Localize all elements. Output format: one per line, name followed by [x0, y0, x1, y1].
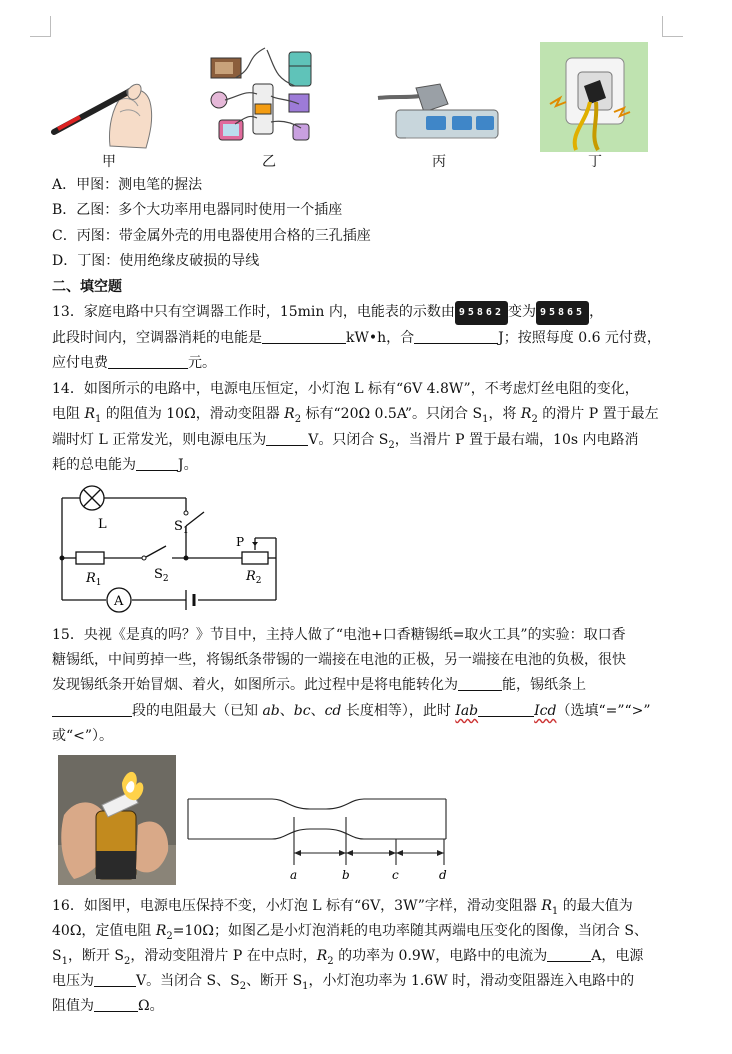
- option-d: D．丁图：使用绝缘皮破损的导线: [52, 253, 260, 269]
- subscript: 2: [239, 980, 247, 992]
- q14-line-2: [52, 403, 659, 431]
- q15-text: 长度相等），此时: [341, 703, 456, 719]
- subscript: 2: [166, 930, 173, 942]
- symbol-r: R: [155, 923, 167, 939]
- q16-text: 、断开 S: [246, 973, 303, 989]
- q14-text: 电阻: [52, 406, 85, 422]
- subscript: 1: [302, 980, 309, 992]
- q14-text: 的阻值为 10Ω，滑动变阻器: [101, 406, 285, 422]
- junction-node: [60, 556, 65, 561]
- meter-reading-before: 95862: [455, 301, 508, 325]
- segment-ab: ab: [262, 703, 280, 719]
- q15-line-3: [52, 674, 586, 696]
- subscript: 1: [95, 413, 102, 425]
- q14-text: 的滑片 P 置于最左: [537, 406, 659, 422]
- q13-text: 应付电费: [52, 355, 108, 371]
- switch-s2: [142, 546, 166, 560]
- foil-label-a: a: [290, 868, 298, 882]
- label-l: L: [98, 517, 107, 532]
- subscript: 2: [531, 413, 538, 425]
- foil-strip-diagram: [186, 795, 448, 885]
- q16-text: =10Ω；如图乙是小灯泡消耗的电功率随其两端电压变化的图像，当闭合 S、: [172, 923, 648, 939]
- q13-line-1: [52, 301, 603, 325]
- q13-text: 元。: [188, 355, 216, 371]
- current-iab: Iab: [455, 703, 479, 719]
- q13-text: 此段时间内，空调器消耗的电能是: [52, 330, 262, 346]
- q16-text: ，小灯泡功率为 1.6W 时，滑动变阻器连入电路中的: [308, 973, 635, 989]
- lamp-l: [80, 486, 104, 510]
- answer-blank[interactable]: [414, 328, 498, 344]
- segment-cd: cd: [324, 703, 342, 719]
- q14-line-1: 14．如图所示的电路中，电源电压恒定，小灯泡 L 标有“6V 4.8W”，不考虑灯丝电阻的变化，: [52, 381, 639, 397]
- meter-reading-after: 95865: [536, 301, 589, 325]
- slider-arrow: [252, 542, 258, 546]
- label-r1: $R_1$: [86, 571, 102, 588]
- answer-blank[interactable]: [262, 328, 346, 344]
- q16-text: 的最大值为: [558, 898, 633, 914]
- answer-blank[interactable]: [458, 675, 502, 691]
- damaged-wire-socket-illustration: [540, 42, 648, 152]
- q15-line-2: 糖锡纸，中间剪掉一些，将锡纸条带锡的一端接在电池的正极，另一端接在电池的负极，很快: [52, 652, 626, 668]
- q14-text: ，将: [488, 406, 521, 422]
- q16-text: S: [52, 948, 62, 964]
- q13-text: 13．家庭电路中只有空调器工作时，15min 内，电能表的示数由: [52, 304, 455, 320]
- q15-line-1: 15．央视《是真的吗？》节目中，主持人做了“电池+口香糖锡纸=取火工具”的实验：取口香: [52, 627, 626, 643]
- overloaded-socket-illustration: [205, 38, 315, 148]
- resistor-r1: [76, 552, 104, 564]
- q13-text: 变为: [507, 304, 536, 320]
- foil-label-b: b: [342, 868, 350, 882]
- q13-line-3: [52, 352, 216, 374]
- q16-line-1: [52, 895, 633, 923]
- answer-blank[interactable]: [108, 353, 188, 369]
- subscript: 2: [327, 955, 334, 967]
- section-title: 二、填空题: [52, 279, 122, 295]
- q16-text: Ω。: [138, 998, 164, 1014]
- q15-text: 段的电阻最大（已知: [132, 703, 263, 719]
- q16-text: 电压为: [52, 973, 94, 989]
- q16-text: 的功率为 0.9W，电路中的电流为: [333, 948, 548, 964]
- circuit-diagram: [48, 482, 288, 616]
- q13-text: J；按照每度 0.6 元付费，: [498, 330, 661, 346]
- q16-line-5: [52, 995, 164, 1017]
- q15-text: 发现锡纸条开始冒烟、着火，如图所示。此过程中是将电能转化为: [52, 677, 458, 693]
- subscript: 1: [61, 955, 68, 967]
- q13-text: ，: [589, 304, 604, 320]
- three-pin-plug-illustration: [376, 68, 500, 150]
- option-c: C．丙图：带金属外壳的用电器使用合格的三孔插座: [52, 228, 371, 244]
- margin-mark-right: [662, 16, 683, 37]
- q15-line-5: 或“<”）。: [52, 728, 114, 744]
- foil-label-d: d: [439, 868, 447, 882]
- q16-text: 40Ω，定值电阻: [52, 923, 156, 939]
- q13-line-2: [52, 327, 661, 349]
- symbol-r: R: [284, 406, 295, 422]
- q14-text: ，当滑片 P 置于最右端，10s 内电路消: [394, 432, 639, 448]
- q16-text: ，断开 S: [67, 948, 125, 964]
- caption-ding: 丁: [588, 154, 602, 170]
- answer-blank[interactable]: [266, 430, 308, 446]
- subscript: 2: [124, 955, 131, 967]
- margin-mark-left: [30, 16, 51, 37]
- option-b: B．乙图：多个大功率用电器同时使用一个插座: [52, 202, 343, 218]
- answer-blank[interactable]: [478, 701, 534, 717]
- subscript: 1: [551, 905, 559, 917]
- foil-label-c: c: [392, 868, 399, 882]
- battery: [186, 590, 194, 610]
- label-s1: $S_1$: [174, 519, 189, 536]
- symbol-r: R: [520, 406, 532, 422]
- q15-line-4: [52, 700, 651, 722]
- q16-text: V。当闭合 S、S: [136, 973, 240, 989]
- answer-blank[interactable]: [136, 455, 178, 471]
- q14-text: 端时灯 L 正常发光，则电源电压为: [52, 432, 267, 448]
- q16-text: 阻值为: [52, 998, 94, 1014]
- test-pen-grip-illustration: [50, 68, 160, 150]
- q16-line-2: [52, 920, 648, 948]
- q15-text: 能，锡纸条上: [502, 677, 586, 693]
- q16-line-4: [52, 970, 634, 998]
- q16-text: ，滑动变阻滑片 P 在中点时，: [130, 948, 317, 964]
- q16-text: 16．如图甲，电源电压保持不变，小灯泡 L 标有“6V，3W”字样，滑动变阻器: [52, 898, 542, 914]
- answer-blank[interactable]: [94, 971, 136, 987]
- current-icd: Icd: [534, 703, 557, 719]
- answer-blank[interactable]: [52, 701, 132, 717]
- switch-s1: [184, 511, 204, 526]
- symbol-r: R: [316, 948, 328, 964]
- q14-text: 标有“20Ω 0.5A”。只闭合 S: [301, 406, 483, 422]
- subscript: 1: [482, 413, 489, 425]
- q14-line-3: [52, 429, 639, 457]
- separator: 、: [279, 703, 294, 719]
- q16-line-3: [52, 945, 643, 973]
- q14-text: 耗的总电能为: [52, 457, 136, 473]
- label-p: P: [236, 535, 245, 549]
- q14-line-4: [52, 454, 198, 476]
- q13-text: kW•h，合: [346, 330, 415, 346]
- symbol-r: R: [541, 898, 552, 914]
- subscript: 2: [388, 439, 395, 451]
- junction-node: [184, 556, 189, 561]
- battery-foil-fire-photo: [58, 755, 176, 885]
- answer-blank[interactable]: [547, 946, 591, 962]
- label-r2: $R_2$: [246, 569, 262, 586]
- label-s2: $S_2$: [154, 567, 169, 584]
- q15-text: （选填“=”“>”: [556, 703, 651, 719]
- caption-yi: 乙: [262, 154, 276, 170]
- rheostat-r2: [242, 552, 268, 564]
- caption-bing: 丙: [432, 154, 446, 170]
- symbol-r: R: [84, 406, 95, 422]
- q14-text: V。只闭合 S: [308, 432, 389, 448]
- q14-text: J。: [178, 457, 198, 473]
- subscript: 2: [294, 413, 302, 425]
- caption-jia: 甲: [102, 154, 116, 170]
- separator: 、: [310, 703, 325, 719]
- answer-blank[interactable]: [94, 996, 138, 1012]
- q16-text: A，电源: [591, 948, 644, 964]
- segment-bc: bc: [293, 703, 311, 719]
- label-a: A: [114, 594, 124, 609]
- option-a: A．甲图：测电笔的握法: [52, 177, 203, 193]
